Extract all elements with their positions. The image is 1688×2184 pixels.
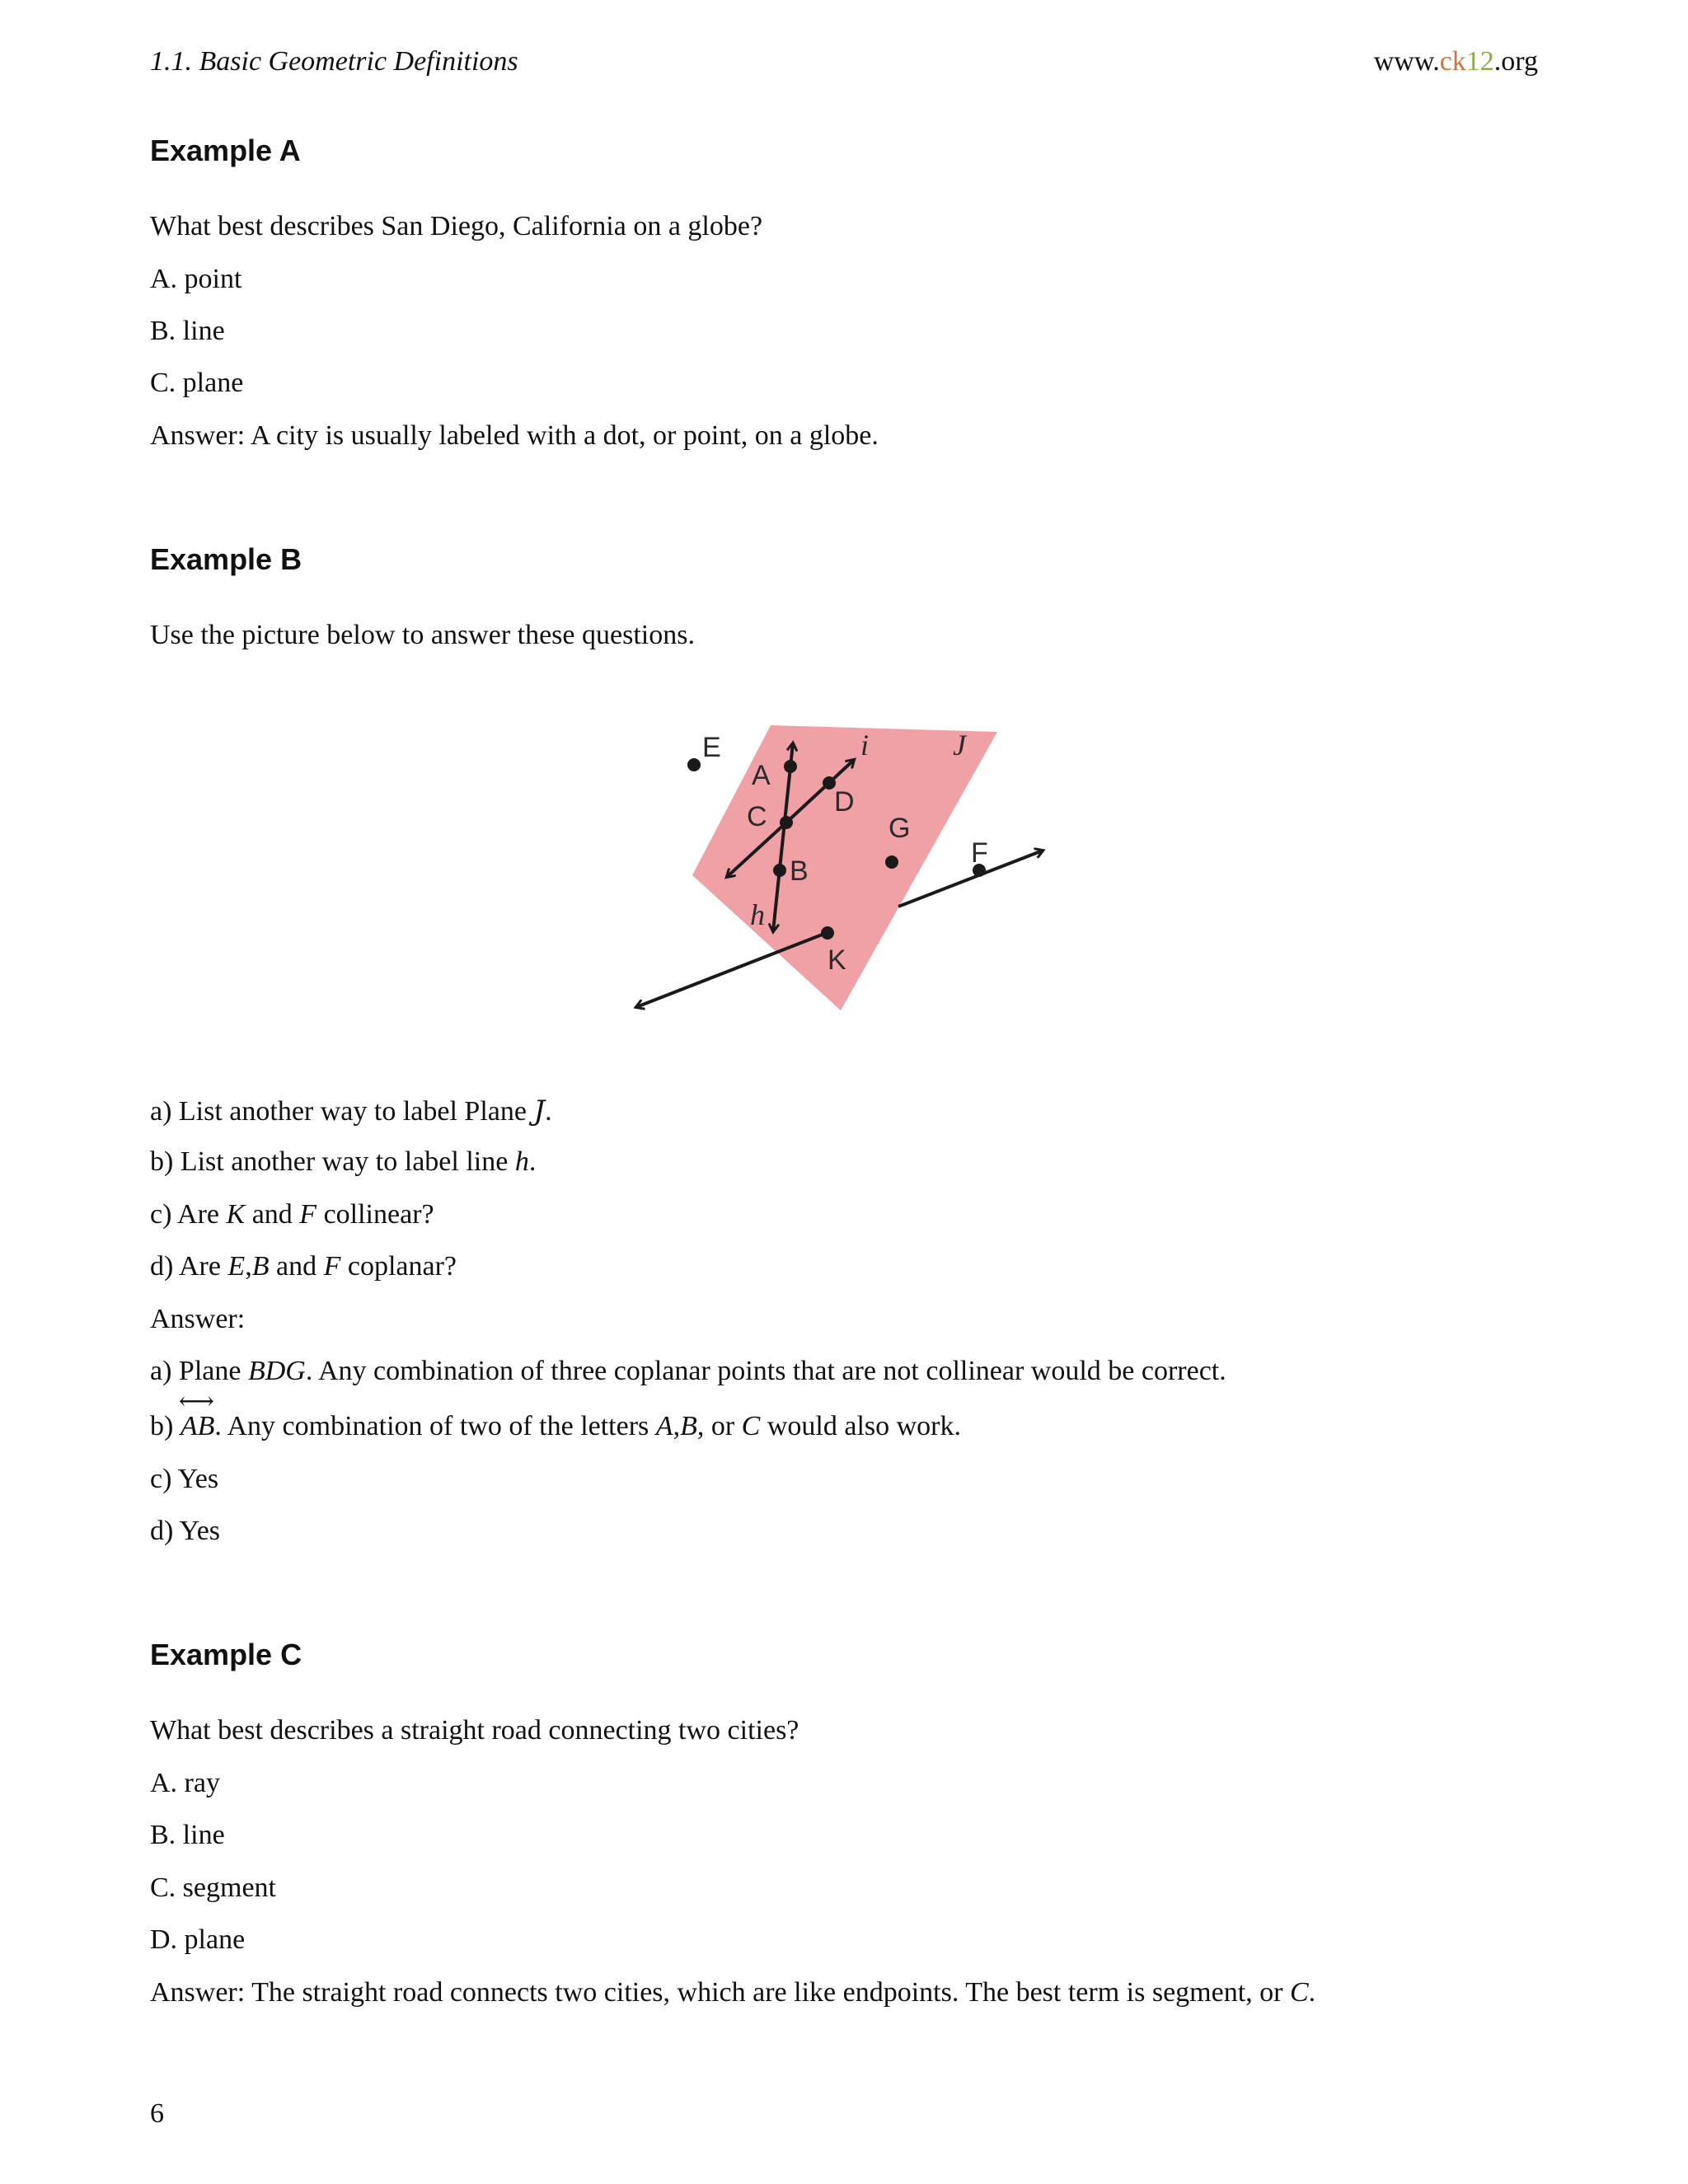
example-c-option-b: B. line — [150, 1820, 225, 1850]
question-a: a) List another way to label Plane J. — [150, 1094, 552, 1127]
label-d: D — [834, 786, 855, 818]
example-b-answer-label: Answer: — [150, 1304, 246, 1334]
point-c — [780, 816, 793, 829]
point-e — [687, 758, 701, 771]
section-title: 1.1. Basic Geometric Definitions — [150, 46, 518, 77]
label-a: A — [752, 760, 771, 791]
page-number: 6 — [150, 2098, 164, 2129]
label-f: F — [971, 837, 988, 869]
geometry-diagram — [626, 714, 1071, 1027]
example-c-answer: Answer: The straight road connects two cities, which are like endpoints. The best term is segment, or C. — [150, 1977, 1316, 2008]
label-g: G — [889, 813, 911, 844]
example-a-answer: Answer: A city is usually labeled with a dot, or point, on a globe. — [150, 420, 879, 451]
example-c-option-d: D. plane — [150, 1924, 246, 1955]
point-g — [885, 855, 898, 869]
geometry-figure — [626, 714, 1071, 1027]
running-header — [150, 46, 1538, 86]
example-b-heading: Example B — [150, 542, 302, 576]
example-c-question: What best describes a straight road connecting two cities? — [150, 1715, 799, 1746]
question-d: d) Are E,B and F coplanar? — [150, 1251, 457, 1282]
label-b: B — [790, 855, 809, 887]
label-i: i — [860, 729, 870, 762]
line-arrow-icon: ⟷ — [178, 1388, 214, 1415]
example-a-question: What best describes San Diego, California on a globe? — [150, 211, 763, 241]
site-url[interactable]: www.ck12.org — [1373, 46, 1538, 77]
label-e: E — [702, 732, 721, 763]
example-a-option-c: C. plane — [150, 368, 244, 398]
label-k: K — [828, 944, 846, 976]
site-ck: ck — [1439, 46, 1466, 77]
label-h: h — [750, 898, 765, 931]
example-a-option-b: B. line — [150, 316, 225, 346]
label-j: J — [953, 729, 966, 762]
site-12: 12 — [1465, 46, 1494, 77]
example-c-option-a: A. ray — [150, 1768, 220, 1798]
question-b: b) List another way to label line h. — [150, 1146, 537, 1177]
example-c-option-c: C. segment — [150, 1872, 276, 1903]
answer-d: d) Yes — [150, 1516, 221, 1546]
answer-b: b) ⟷ AB. Any combination of two of the letters A,B, or C would also work. — [150, 1388, 962, 1441]
example-c-heading: Example C — [150, 1638, 302, 1671]
label-c: C — [747, 801, 767, 832]
line-kf-left — [636, 934, 824, 1007]
example-a-heading: Example A — [150, 134, 301, 167]
point-a — [784, 760, 797, 773]
example-b-intro: Use the picture below to answer these questions. — [150, 620, 695, 650]
point-k — [821, 926, 834, 940]
answer-a: a) Plane BDG. Any combination of three coplanar points that are not collinear would be correct. — [150, 1356, 1226, 1386]
example-a-option-a: A. point — [150, 264, 242, 294]
answer-c: c) Yes — [150, 1464, 219, 1494]
point-b — [773, 864, 786, 877]
question-c: c) Are K and F collinear? — [150, 1199, 434, 1230]
